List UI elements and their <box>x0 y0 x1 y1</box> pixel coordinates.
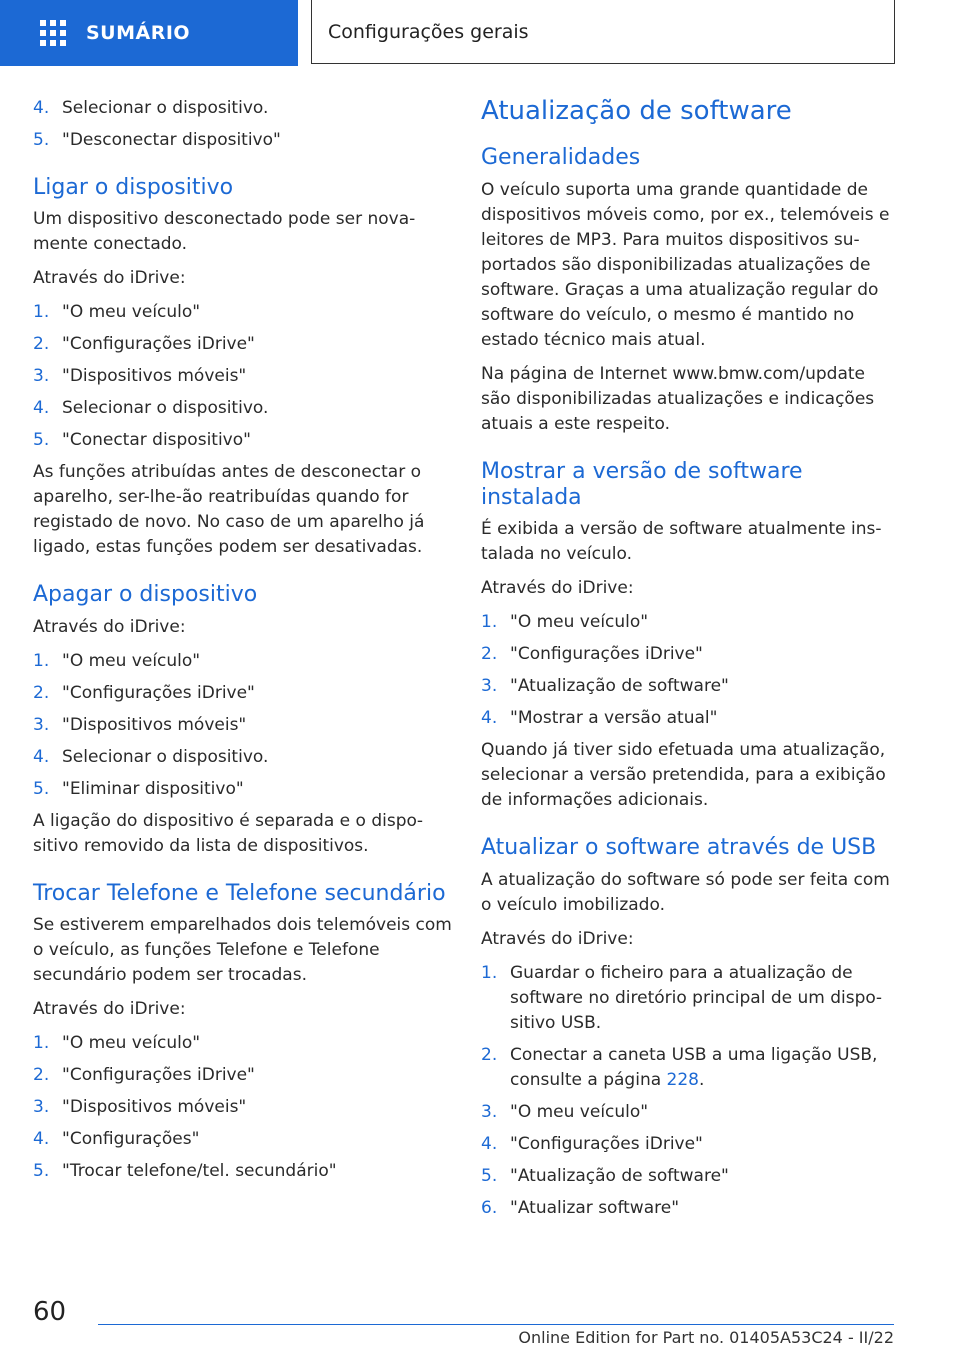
general-heading: Generalidades <box>481 145 641 171</box>
usb-list <box>481 961 899 1221</box>
list-number: 3. <box>33 714 50 735</box>
left-column <box>33 96 453 1191</box>
connect-via: Através do iDrive: <box>33 268 186 289</box>
list-text: Selecionar o dispositivo. <box>62 98 269 118</box>
general-paragraph: O veículo suporta uma grande quantidade de dispositivos móveis como, por ex., telemóveis e leitores de MP3. Para muitos dispositivos suportados são disponibilizadas atualizações de software. Graças a uma atualização regular do software do veículo, o mesmo é mantido no estado técnico mais atual. <box>481 179 890 350</box>
list-item <box>33 1127 453 1152</box>
list-item <box>481 642 899 667</box>
version-list <box>481 610 899 731</box>
list-text: "Configurações iDrive" <box>62 334 255 355</box>
list-item <box>33 1095 453 1120</box>
list-item <box>33 96 453 121</box>
toc-label: SUMÁRIO <box>86 22 191 44</box>
list-item <box>481 1196 899 1221</box>
toc-button[interactable] <box>0 0 298 66</box>
delete-note: A ligação do dispositivo é separada e o dispositivo removido da lista de dispositivos. <box>33 810 424 856</box>
list-text: "Desconectar dispositivo" <box>62 130 281 150</box>
delete-via: Através do iDrive: <box>33 616 186 637</box>
section-tab[interactable] <box>311 0 895 64</box>
list-number: 2. <box>33 682 50 703</box>
section-heading: Atualização de software <box>481 96 792 126</box>
list-number: 4. <box>33 746 50 767</box>
list-text: "O meu veículo" <box>510 612 649 633</box>
list-number: 2. <box>481 644 498 665</box>
page-number: 60 <box>33 1297 67 1327</box>
connect-list <box>33 300 453 453</box>
list-item <box>481 706 899 731</box>
list-item <box>33 428 453 453</box>
list-text-part: Conectar a caneta USB a uma ligação USB, consulte a página <box>510 1044 878 1090</box>
list-number: 2. <box>33 334 50 355</box>
intro-list <box>33 96 453 153</box>
list-number: 4. <box>33 98 50 118</box>
swap-paragraph: Se estiverem emparelhados dois telemóveis com o veículo, as funções Telefone e Telefone secundário podem ser trocadas. <box>33 915 452 986</box>
top-bar <box>0 0 960 66</box>
list-item <box>33 713 453 738</box>
list-item <box>481 674 899 699</box>
list-text: "Trocar telefone/tel. secundário" <box>62 1161 337 1182</box>
list-item <box>33 681 453 706</box>
list-item <box>481 1100 899 1125</box>
list-number: 1. <box>33 302 50 323</box>
connect-heading: Ligar o dispositivo <box>33 175 234 200</box>
list-text-end: . <box>699 1069 705 1090</box>
list-text: "Configurações iDrive" <box>510 1133 703 1154</box>
list-item <box>33 1031 453 1056</box>
list-text: "Eliminar dispositivo" <box>62 778 244 799</box>
list-item <box>33 1159 453 1184</box>
version-paragraph: É exibida a versão de software atualmente instalada no veículo. <box>481 519 882 565</box>
list-number: 5. <box>33 430 50 451</box>
list-text: "Conectar dispositivo" <box>62 430 251 451</box>
delete-list <box>33 649 453 802</box>
list-item <box>33 1063 453 1088</box>
list-text: "Mostrar a versão atual" <box>510 708 718 729</box>
list-text: "Configurações iDrive" <box>510 644 703 665</box>
swap-list <box>33 1031 453 1184</box>
list-text: "O meu veículo" <box>62 650 201 671</box>
list-item <box>481 961 899 1036</box>
list-item <box>33 777 453 802</box>
list-text <box>510 1043 899 1093</box>
list-item <box>33 396 453 421</box>
usb-via: Através do iDrive: <box>481 928 634 949</box>
list-number: 2. <box>33 1065 50 1086</box>
list-number: 4. <box>33 1129 50 1150</box>
list-item <box>481 610 899 635</box>
list-number: 1. <box>33 1033 50 1054</box>
list-number: 1. <box>481 962 498 983</box>
list-text: "Configurações iDrive" <box>62 1065 255 1086</box>
grid-menu-icon <box>40 20 66 46</box>
list-text: "Atualização de software" <box>510 1165 729 1186</box>
list-text: "Dispositivos móveis" <box>62 714 247 735</box>
connect-note: As funções atribuídas antes de desconectar o aparelho, ser-lhe-ão reatribuídas quando for registado de novo. No caso de um aparelho já ligado, estas funções podem ser desativadas. <box>33 462 425 558</box>
list-item <box>33 300 453 325</box>
list-text: "O meu veículo" <box>62 1033 201 1054</box>
list-item <box>481 1132 899 1157</box>
list-text: "Dispositivos móveis" <box>62 366 247 387</box>
swap-via: Através do iDrive: <box>33 999 186 1020</box>
connect-paragraph: Um dispositivo desconectado pode ser novamente conectado. <box>33 209 416 255</box>
general-website-paragraph: Na página de Internet www.bmw.com/update são disponibilizadas atualizações e indicações atuais a este respeito. <box>481 363 875 434</box>
list-number: 1. <box>481 612 498 633</box>
list-item <box>33 332 453 357</box>
list-number: 6. <box>481 1197 498 1218</box>
delete-heading: Apagar o dispositivo <box>33 582 258 608</box>
version-note: Quando já tiver sido efetuada uma atualização, selecionar a versão pretendida, para a exibição de informações adicionais. <box>481 740 886 811</box>
list-text: Selecionar o dispositivo. <box>62 398 269 419</box>
list-number: 3. <box>481 1101 498 1122</box>
version-via: Através do iDrive: <box>481 578 634 599</box>
list-number: 1. <box>33 650 50 671</box>
list-text: "Dispositivos móveis" <box>62 1097 247 1118</box>
list-item <box>481 1164 899 1189</box>
right-column <box>481 96 899 1228</box>
list-item <box>481 1043 899 1093</box>
page-reference-link[interactable]: 228 <box>666 1069 699 1090</box>
list-number: 5. <box>33 778 50 799</box>
list-number: 2. <box>481 1044 498 1065</box>
swap-heading: Trocar Telefone e Telefone secundário <box>33 880 446 906</box>
list-text: "Configurações" <box>62 1129 200 1150</box>
list-number: 3. <box>33 366 50 387</box>
list-text: Selecionar o dispositivo. <box>62 746 269 767</box>
list-number: 4. <box>481 708 498 729</box>
section-title: Configurações gerais <box>328 20 529 43</box>
list-number: 3. <box>481 676 498 697</box>
list-number: 4. <box>33 398 50 419</box>
version-heading: Mostrar a versão de software instalada <box>481 458 803 510</box>
list-item <box>33 128 453 153</box>
list-number: 4. <box>481 1133 498 1154</box>
footer-edition: Online Edition for Part no. 01405A53C24 - II/22 <box>518 1328 894 1347</box>
list-text: "O meu veículo" <box>62 302 201 323</box>
list-item <box>33 364 453 389</box>
list-item <box>33 745 453 770</box>
footer-divider <box>98 1324 894 1325</box>
list-text: "Configurações iDrive" <box>62 682 255 703</box>
list-item <box>33 649 453 674</box>
usb-heading: Atualizar o software através de USB <box>481 835 877 861</box>
list-number: 3. <box>33 1097 50 1118</box>
list-text: "Atualizar software" <box>510 1197 680 1218</box>
list-text: "Atualização de software" <box>510 676 729 697</box>
list-text: "O meu veículo" <box>510 1101 649 1122</box>
list-number: 5. <box>33 1161 50 1182</box>
usb-paragraph: A atualização do software só pode ser feita com o veículo imobilizado. <box>481 869 890 915</box>
list-number: 5. <box>481 1165 498 1186</box>
list-text: Guardar o ficheiro para a atualização de software no diretório principal de um dispositivo USB. <box>510 962 882 1033</box>
list-number: 5. <box>33 130 50 150</box>
